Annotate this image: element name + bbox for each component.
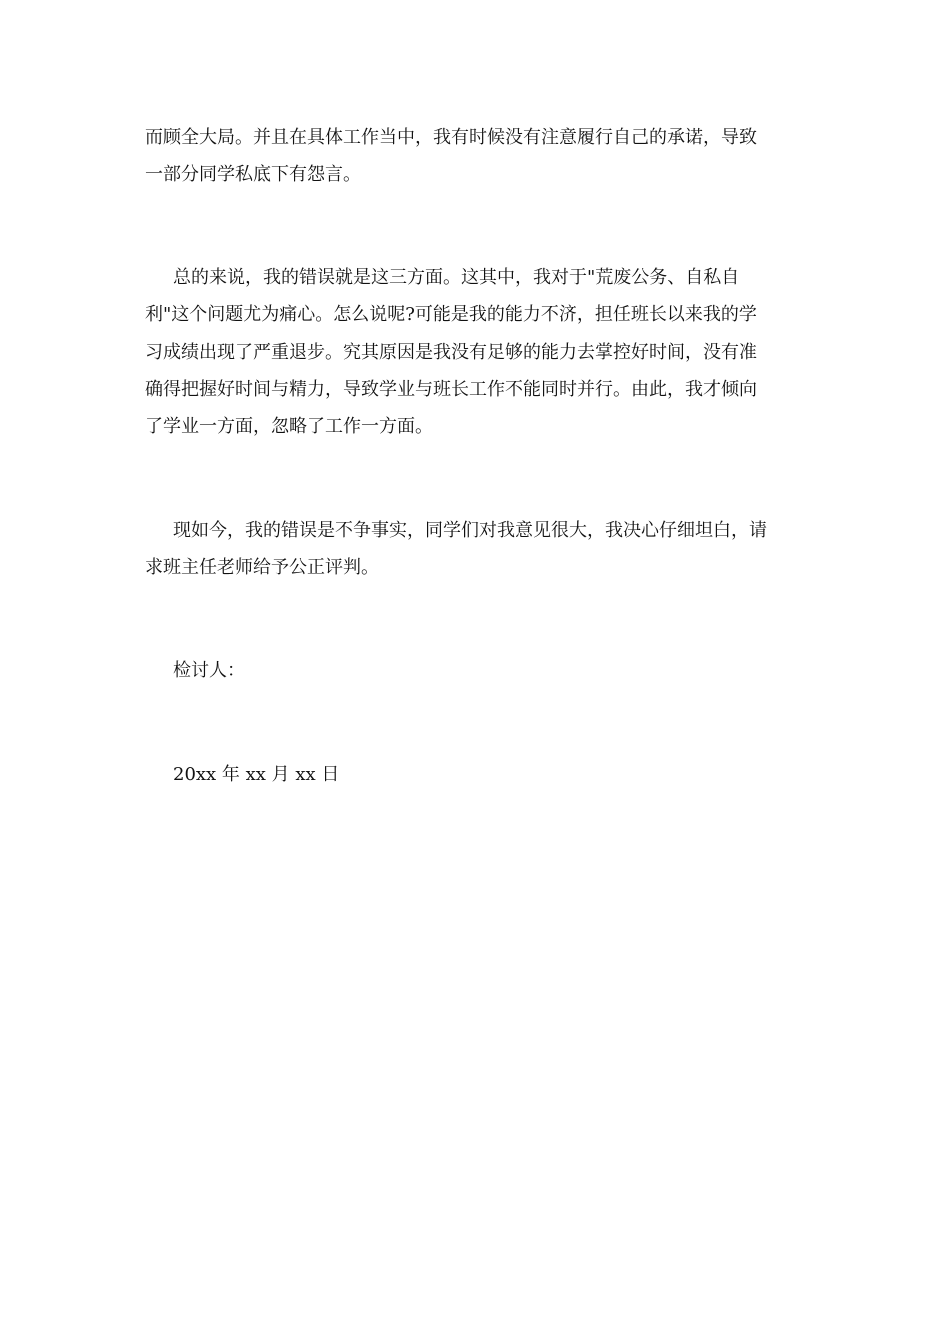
text-line: 一部分同学私底下有怨言。 — [145, 164, 361, 185]
text-line: 利"这个问题尤为痛心。怎么说呢?可能是我的能力不济，担任班长以来我的学 — [145, 304, 757, 325]
text-line: 现如今，我的错误是不争事实，同学们对我意见很大，我决心仔细坦白，请 — [173, 520, 767, 541]
document-date: 20xx 年 xx 月 xx 日 — [173, 764, 340, 785]
text-line: 总的来说，我的错误就是这三方面。这其中，我对于"荒废公务、自私自 — [173, 267, 740, 288]
signature-label: 检讨人： — [173, 660, 245, 681]
text-line: 确得把握好时间与精力，导致学业与班长工作不能同时并行。由此，我才倾向 — [145, 379, 757, 400]
text-line: 求班主任老师给予公正评判。 — [145, 557, 379, 578]
text-line: 习成绩出现了严重退步。究其原因是我没有足够的能力去掌控好时间，没有准 — [145, 342, 757, 363]
text-line: 了学业一方面，忽略了工作一方面。 — [145, 416, 433, 437]
text-line: 而顾全大局。并且在具体工作当中，我有时候没有注意履行自己的承诺，导致 — [145, 127, 757, 148]
